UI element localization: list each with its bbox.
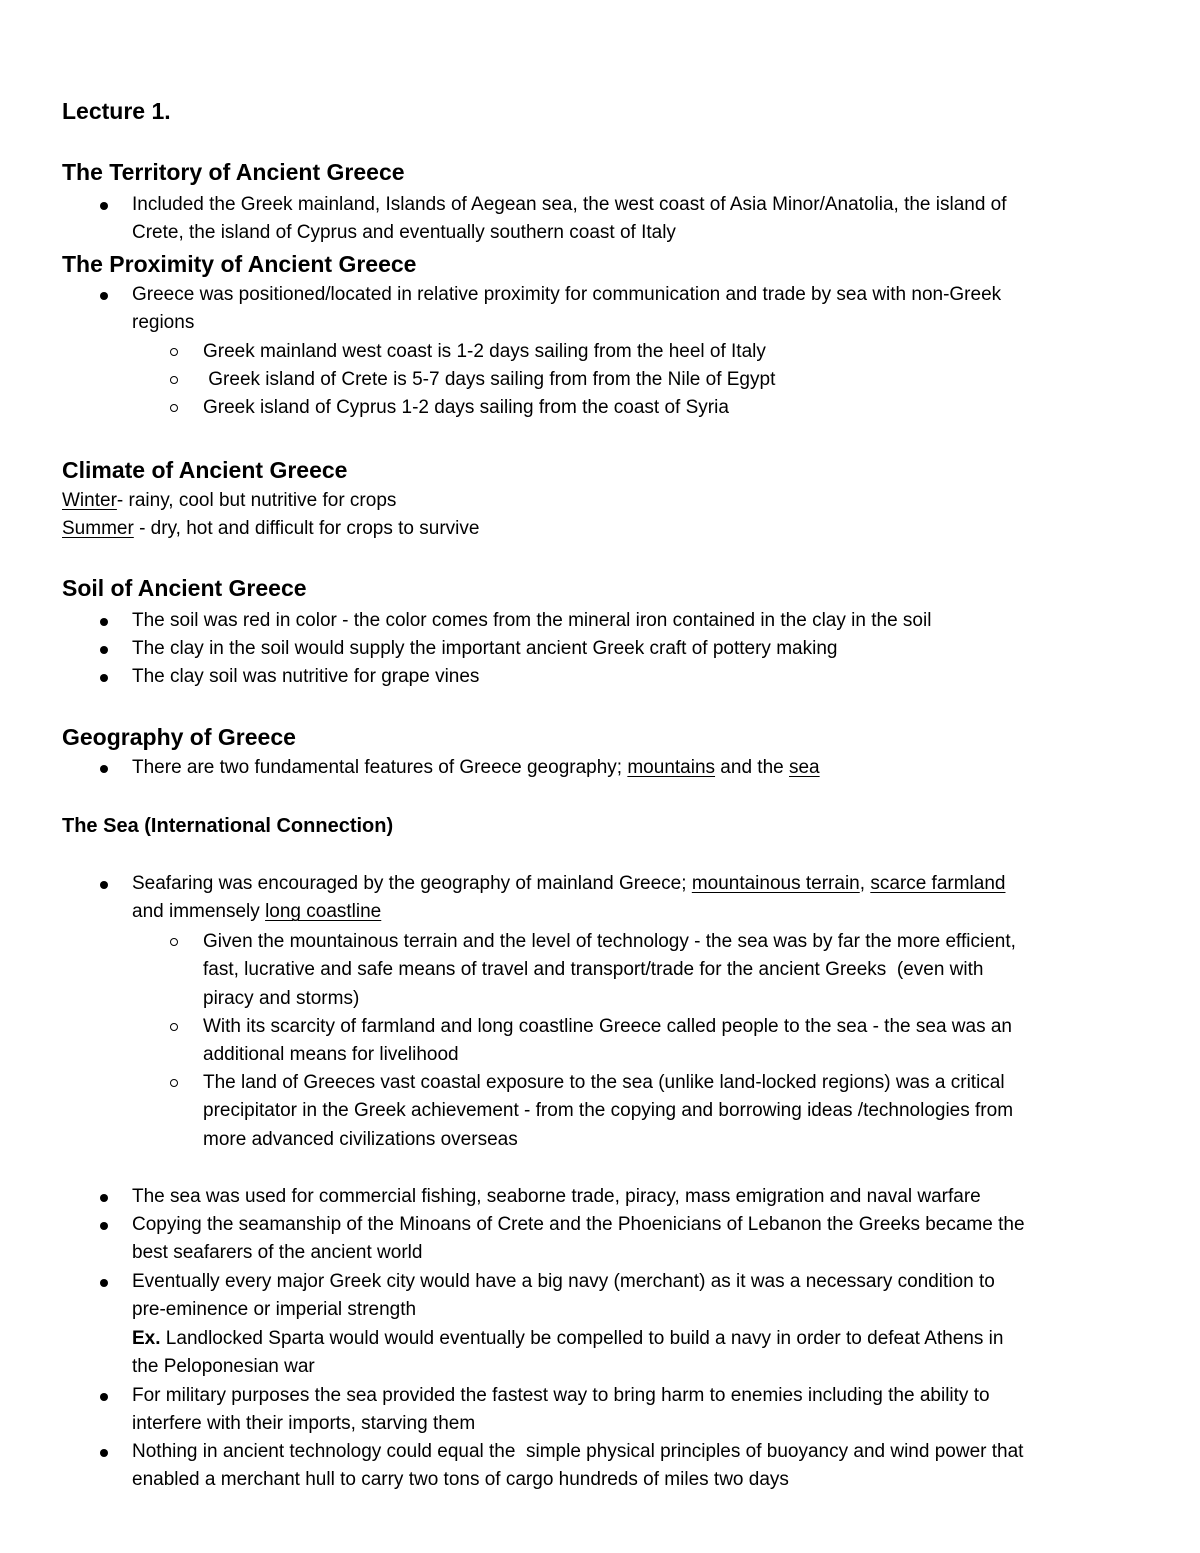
circle-bullet-icon bbox=[170, 348, 178, 356]
bullet-icon bbox=[100, 646, 108, 654]
circle-bullet-icon bbox=[170, 938, 178, 946]
bullet-icon bbox=[100, 1279, 108, 1287]
heading-climate: Climate of Ancient Greece bbox=[62, 457, 348, 483]
bullet-icon bbox=[100, 1449, 108, 1457]
circle-bullet-icon bbox=[170, 404, 178, 412]
bullet-icon bbox=[100, 881, 108, 889]
bullet-icon bbox=[100, 1222, 108, 1230]
circle-bullet-icon bbox=[170, 1023, 178, 1031]
bullet-icon bbox=[100, 1393, 108, 1401]
bullet-icon bbox=[100, 765, 108, 773]
bullet-icon bbox=[100, 618, 108, 626]
bullet-icon bbox=[100, 202, 108, 210]
heading-sea: The Sea (International Connection) bbox=[62, 815, 394, 837]
heading-soil: Soil of Ancient Greece bbox=[62, 575, 307, 601]
heading-proximity: The Proximity of Ancient Greece bbox=[62, 251, 417, 277]
circle-bullet-icon bbox=[170, 1079, 178, 1087]
climate-winter: Winter- rainy, cool but nutritive for crops bbox=[62, 490, 397, 511]
circle-bullet-icon bbox=[170, 376, 178, 384]
page-title: Lecture 1. bbox=[62, 98, 171, 124]
heading-geography: Geography of Greece bbox=[62, 724, 296, 750]
heading-territory: The Territory of Ancient Greece bbox=[62, 159, 405, 185]
bullet-icon bbox=[100, 674, 108, 682]
bullet-icon bbox=[100, 292, 108, 300]
bullet-icon bbox=[100, 1194, 108, 1202]
climate-summer: Summer - dry, hot and difficult for crops to survive bbox=[62, 518, 480, 539]
